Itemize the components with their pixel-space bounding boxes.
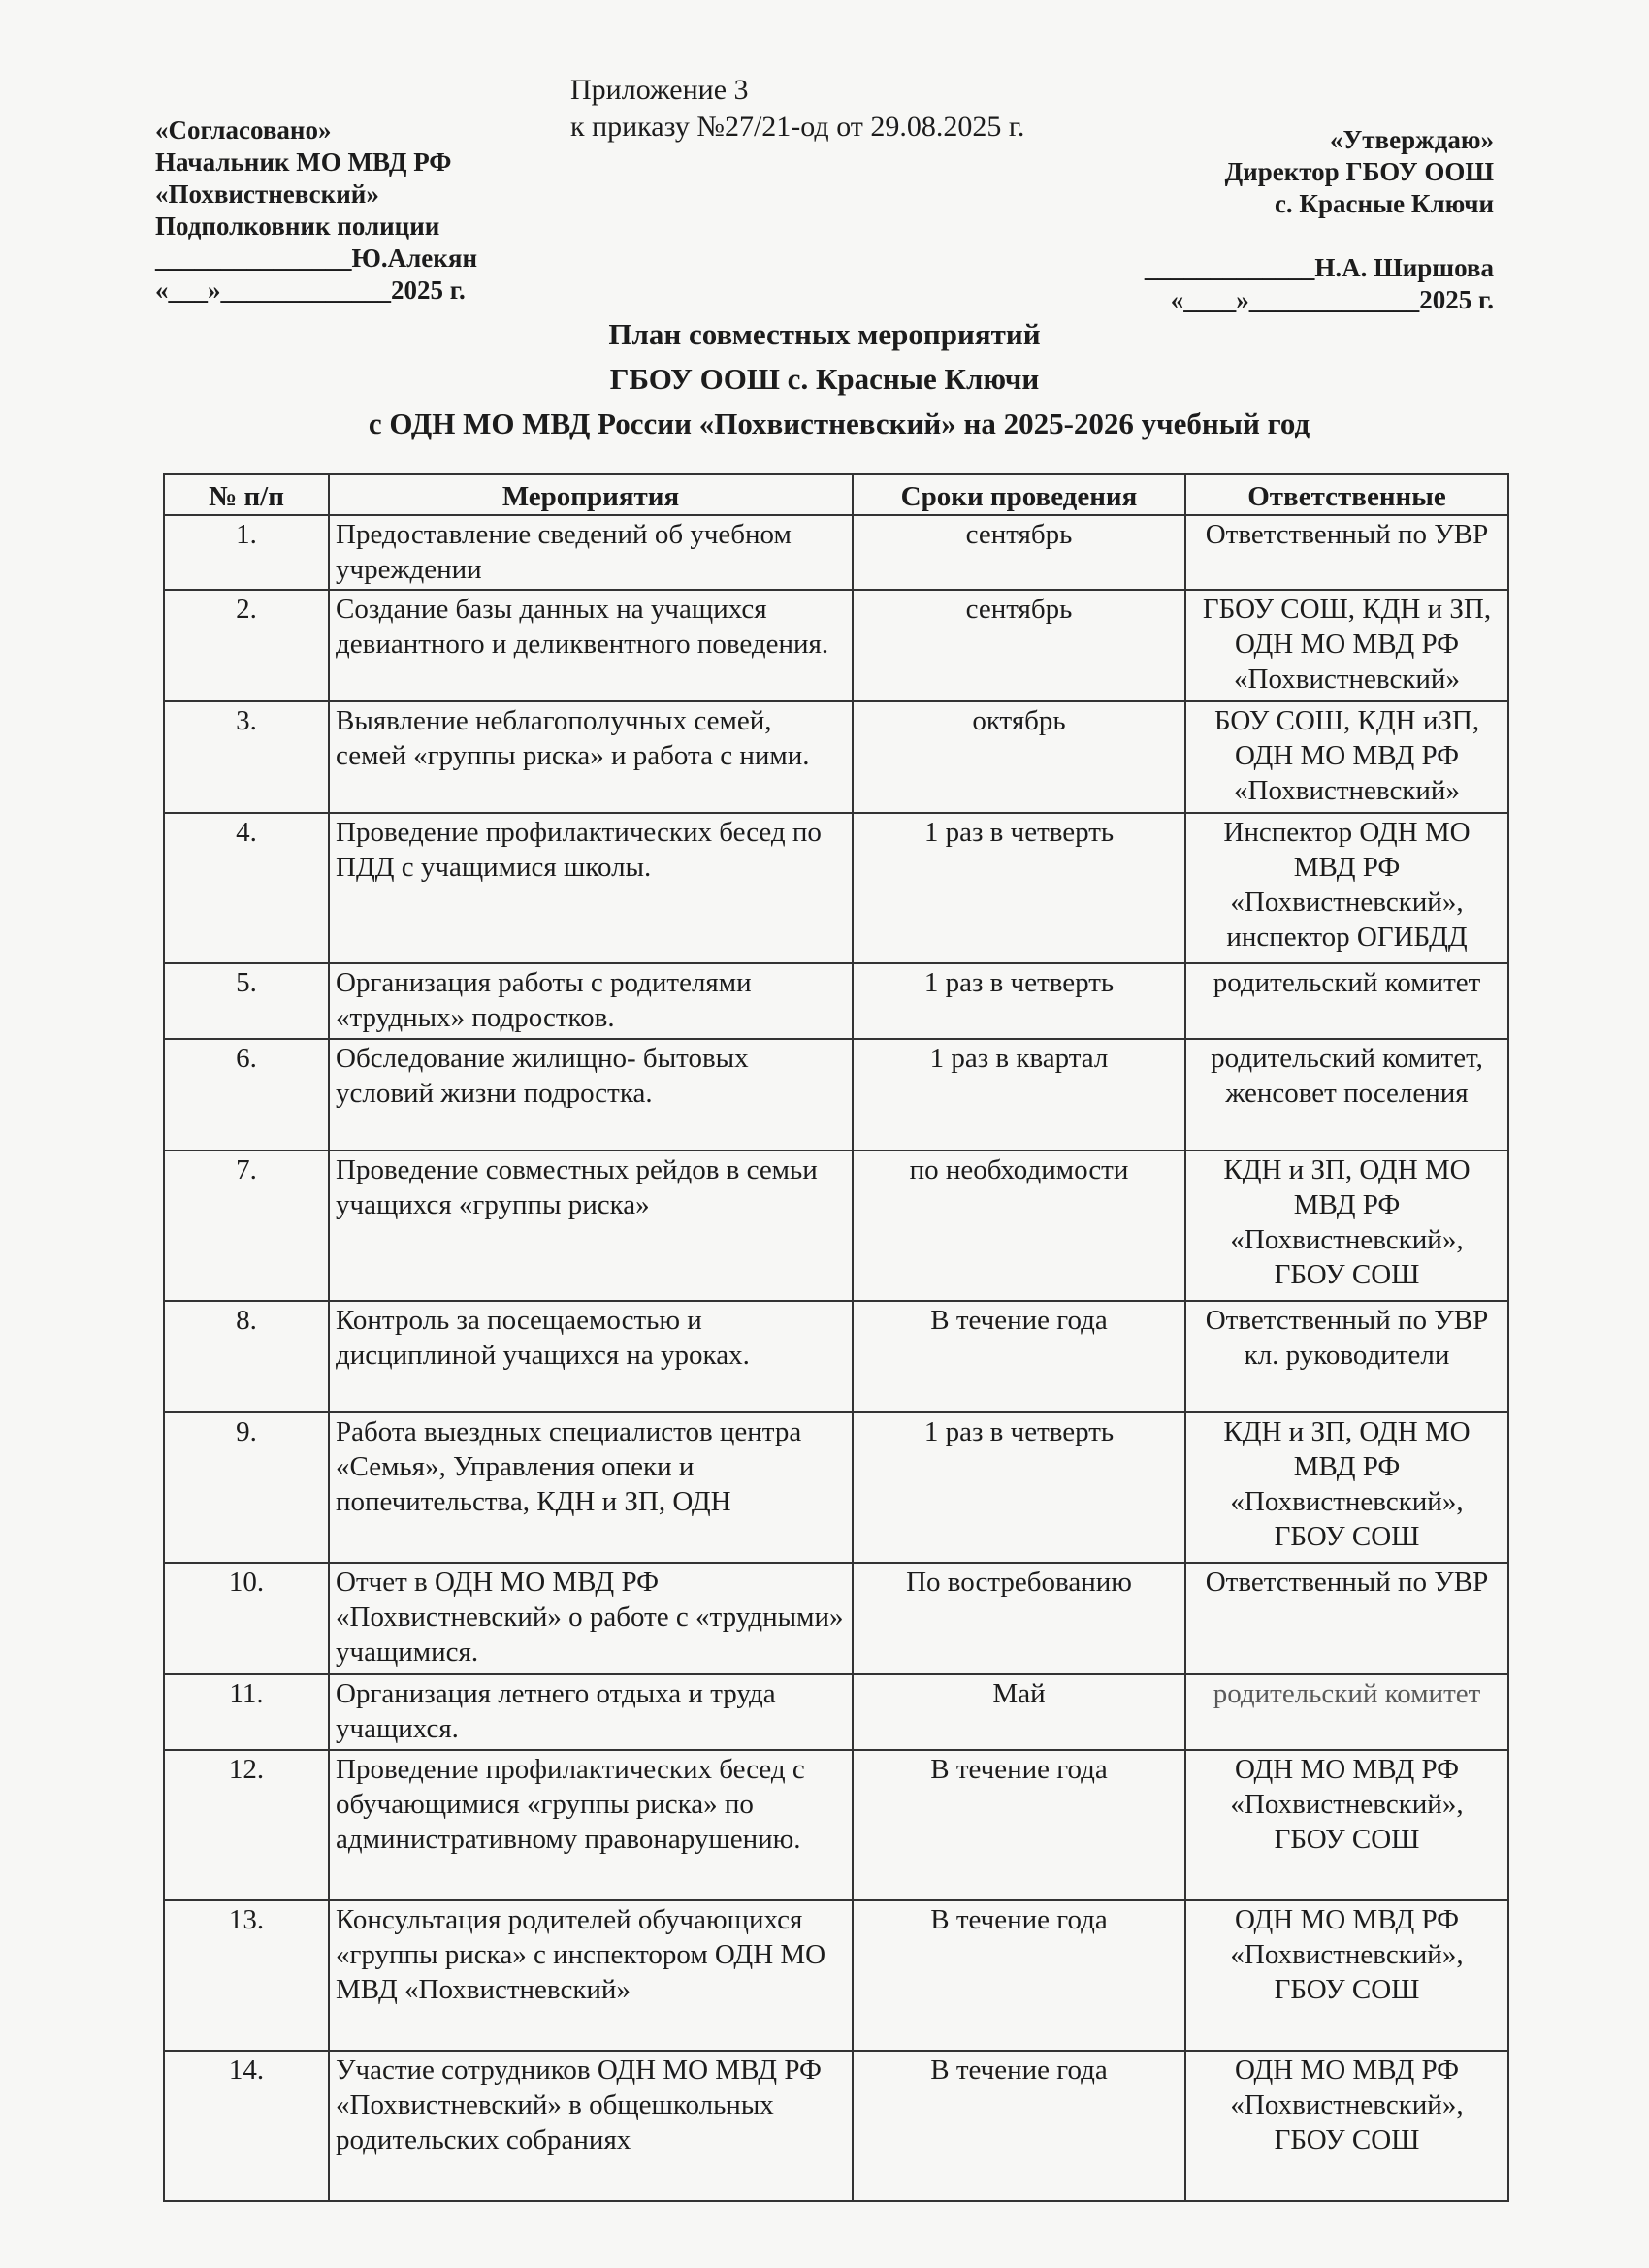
row-timing: 1 раз в четверть <box>853 1412 1185 1563</box>
appendix-number: Приложение 3 <box>570 74 749 106</box>
row-timing: 1 раз в четверть <box>853 813 1185 963</box>
row-responsible: Ответственный по УВР кл. руководители <box>1185 1301 1508 1412</box>
row-responsible: родительский комитет, женсовет поселения <box>1185 1039 1508 1150</box>
row-responsible: КДН и ЗП, ОДН МО МВД РФ «Похвистневский», ГБОУ СОШ <box>1185 1412 1508 1563</box>
row-timing: В течение года <box>853 1750 1185 1900</box>
document-title <box>0 312 1649 446</box>
agreed-department: «Похвистневский» <box>155 179 379 209</box>
table-row <box>164 701 1508 813</box>
row-number: 5. <box>164 963 329 1039</box>
row-number: 8. <box>164 1301 329 1412</box>
header-activity: Мероприятия <box>329 474 853 515</box>
title-line-1: План совместных мероприятий <box>608 317 1041 351</box>
table-row <box>164 1900 1508 2051</box>
approved-heading: «Утверждаю» <box>1329 125 1494 154</box>
row-activity: Работа выездных специалистов центра «Семья», Управления опеки и попечительства, КДН и ЗП, ОДН <box>329 1412 853 1563</box>
approved-school: с. Красные Ключи <box>1274 189 1494 218</box>
row-timing: В течение года <box>853 1301 1185 1412</box>
row-timing: 1 раз в квартал <box>853 1039 1185 1150</box>
table-row <box>164 2051 1508 2201</box>
row-responsible: БОУ СОШ, КДН иЗП, ОДН МО МВД РФ «Похвистневский» <box>1185 701 1508 813</box>
table-row <box>164 1750 1508 1900</box>
table-row <box>164 1412 1508 1563</box>
header-responsible: Ответственные <box>1185 474 1508 515</box>
table-row <box>164 963 1508 1039</box>
row-number: 1. <box>164 515 329 590</box>
row-activity: Проведение совместных рейдов в семьи учащихся «группы риска» <box>329 1150 853 1301</box>
table-row <box>164 1039 1508 1150</box>
agreed-signature-line: _______________Ю.Алекян <box>155 243 478 273</box>
agreed-rank: Подполковник полиции <box>155 211 440 241</box>
row-timing: В течение года <box>853 2051 1185 2201</box>
appendix-note <box>570 72 1024 146</box>
row-activity: Организация работы с родителями «трудных» подростков. <box>329 963 853 1039</box>
row-timing: Май <box>853 1674 1185 1750</box>
row-activity: Контроль за посещаемостью и дисциплиной учащихся на уроках. <box>329 1301 853 1412</box>
row-number: 12. <box>164 1750 329 1900</box>
table-row <box>164 1301 1508 1412</box>
table-header-row <box>164 474 1508 515</box>
plan-table <box>163 473 1509 2202</box>
row-timing: сентябрь <box>853 515 1185 590</box>
row-number: 7. <box>164 1150 329 1301</box>
row-number: 14. <box>164 2051 329 2201</box>
row-number: 2. <box>164 590 329 701</box>
row-activity: Консультация родителей обучающихся «группы риска» с инспектором ОДН МО МВД «Похвистневский» <box>329 1900 853 2051</box>
approved-position: Директор ГБОУ ООШ <box>1224 157 1494 186</box>
row-activity: Предоставление сведений об учебном учреждении <box>329 515 853 590</box>
row-activity: Создание базы данных на учащихся девиантного и деликвентного поведения. <box>329 590 853 701</box>
header-timing: Сроки проведения <box>853 474 1185 515</box>
row-responsible: ОДН МО МВД РФ «Похвистневский», ГБОУ СОШ <box>1185 1900 1508 2051</box>
table-row <box>164 1563 1508 1674</box>
row-number: 4. <box>164 813 329 963</box>
row-activity: Участие сотрудников ОДН МО МВД РФ «Похвистневский» в общешкольных родительских собраниях <box>329 2051 853 2201</box>
row-responsible: ОДН МО МВД РФ «Похвистневский», ГБОУ СОШ <box>1185 1750 1508 1900</box>
row-number: 13. <box>164 1900 329 2051</box>
row-timing: По востребованию <box>853 1563 1185 1674</box>
table-row <box>164 590 1508 701</box>
table-row <box>164 1150 1508 1301</box>
order-reference: к приказу №27/21-од от 29.08.2025 г. <box>570 111 1025 143</box>
approved-signature-line: _____________Н.А. Ширшова <box>1144 253 1494 282</box>
row-responsible: КДН и ЗП, ОДН МО МВД РФ «Похвистневский», ГБОУ СОШ <box>1185 1150 1508 1301</box>
row-responsible: Инспектор ОДН МО МВД РФ «Похвистневский», инспектор ОГИБДД <box>1185 813 1508 963</box>
row-timing: по необходимости <box>853 1150 1185 1301</box>
row-timing: В течение года <box>853 1900 1185 2051</box>
row-responsible: Ответственный по УВР <box>1185 1563 1508 1674</box>
approved-date-line: «____»_____________2025 г. <box>1170 285 1494 314</box>
table-row <box>164 1674 1508 1750</box>
row-activity: Выявление неблагополучных семей, семей «группы риска» и работа с ними. <box>329 701 853 813</box>
row-activity: Организация летнего отдыха и труда учащихся. <box>329 1674 853 1750</box>
row-activity: Отчет в ОДН МО МВД РФ «Похвистневский» о работе с «трудными» учащимися. <box>329 1563 853 1674</box>
row-activity: Проведение профилактических бесед по ПДД с учащимися школы. <box>329 813 853 963</box>
row-number: 10. <box>164 1563 329 1674</box>
approved-block <box>1145 124 1494 316</box>
row-number: 3. <box>164 701 329 813</box>
title-line-2: ГБОУ ООШ с. Красные Ключи <box>609 362 1040 396</box>
table-row <box>164 813 1508 963</box>
agreed-position: Начальник МО МВД РФ <box>155 147 452 177</box>
row-timing: сентябрь <box>853 590 1185 701</box>
row-responsible: ГБОУ СОШ, КДН и ЗП, ОДН МО МВД РФ «Похвистневский» <box>1185 590 1508 701</box>
row-responsible: родительский комитет <box>1185 963 1508 1039</box>
agreed-heading: «Согласовано» <box>155 115 332 145</box>
row-activity: Обследование жилищно- бытовых условий жизни подростка. <box>329 1039 853 1150</box>
row-responsible: ОДН МО МВД РФ «Похвистневский», ГБОУ СОШ <box>1185 2051 1508 2201</box>
row-timing: октябрь <box>853 701 1185 813</box>
row-responsible: Ответственный по УВР <box>1185 515 1508 590</box>
row-number: 9. <box>164 1412 329 1563</box>
row-number: 6. <box>164 1039 329 1150</box>
header-number: № п/п <box>164 474 329 515</box>
row-timing: 1 раз в четверть <box>853 963 1185 1039</box>
row-activity: Проведение профилактических бесед с обучающимися «группы риска» по административному правонарушению. <box>329 1750 853 1900</box>
title-line-3: с ОДН МО МВД России «Похвистневский» на 2025-2026 учебный год <box>368 406 1310 440</box>
agreed-date-line: «___»_____________2025 г. <box>155 275 466 305</box>
table-row <box>164 515 1508 590</box>
row-responsible: родительский комитет <box>1185 1674 1508 1750</box>
row-number: 11. <box>164 1674 329 1750</box>
agreed-block <box>155 114 477 307</box>
